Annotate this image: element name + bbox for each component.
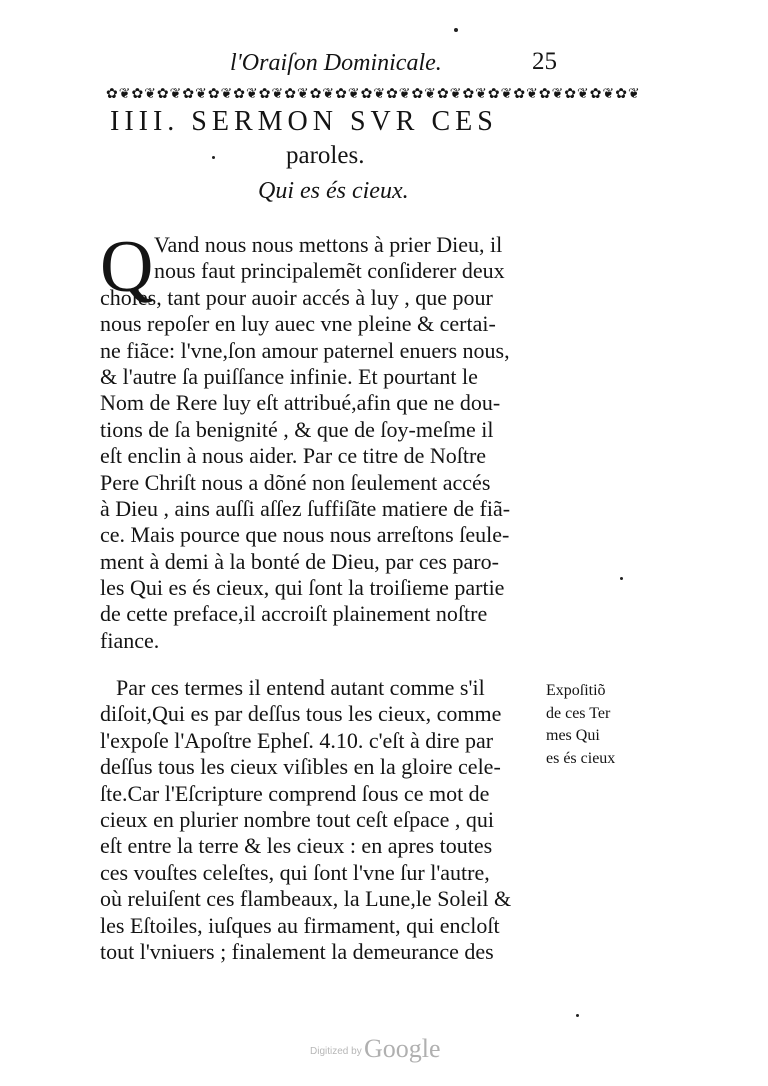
text-line: Pere Chriſt nous a dõné non ſeulement accés (100, 469, 491, 495)
sermon-heading-continuation: paroles. (286, 142, 365, 169)
text-line: eſt enclin à nous aider. Par ce titre de Noſtre (100, 443, 487, 469)
text-line: l'expoſe l'Apoſtre Epheſ. 4.10. c'eſt à dire par (100, 727, 494, 753)
marginal-note-line: Expoſitiõ (546, 682, 606, 699)
text-line: à Dieu , ains auſſi aſſez ſuffiſãte matiere de fiã- (100, 495, 511, 521)
page-number: 25 (532, 48, 557, 75)
text-line: tout l'vniuers ; finalement la demeurance des (100, 938, 494, 964)
text-line: ce. Mais pource que nous nous arreſtons ſeule- (100, 522, 510, 548)
text-line: choſes, tant pour auoir accés à luy , que pour (100, 284, 493, 310)
ink-speck (620, 577, 623, 580)
paragraph-2 (100, 675, 538, 965)
marginal-note-line: mes Qui (546, 727, 600, 744)
text-line: & l'autre ſa puiſſance infinie. Et pourtant le (100, 363, 478, 389)
text-line: nous faut principalemẽt conſiderer deux (154, 258, 505, 284)
digitized-by-label: Digitized by (310, 1046, 362, 1057)
text-line: ne fiãce: l'vne,ſon amour paternel enuers nous, (100, 337, 510, 363)
text-line: eſt entre la terre & les cieux : en apres toutes (100, 833, 493, 859)
text-line: tions de ſa benignité , & que de ſoy-meſme il (100, 416, 494, 442)
ink-speck (576, 1014, 579, 1017)
ornamental-rule: ✿❦✿❦✿❦✿❦✿❦✿❦✿❦✿❦✿❦✿❦✿❦✿❦✿❦✿❦✿❦✿❦✿❦✿❦✿❦✿❦✿❦ (106, 87, 641, 102)
sermon-heading: IIII. SERMON SVR CES (110, 106, 498, 137)
text-line: nous repoſer en luy auec vne pleine & certai- (100, 311, 496, 337)
ink-speck (454, 28, 458, 32)
paragraph-1 (100, 226, 538, 654)
text-line: où reluiſent ces flambeaux, la Lune,le Soleil & (100, 886, 512, 912)
text-line: cieux en plurier nombre tout ceſt eſpace , qui (100, 806, 495, 832)
running-title: l'Oraiſon Dominicale. (230, 50, 442, 76)
marginal-note (546, 680, 658, 770)
drop-cap: Q (100, 226, 154, 308)
text-line: deſſus tous les cieux viſibles en la gloire cele- (100, 754, 501, 780)
text-line: ment à demi à la bonté de Dieu, par ces paro- (100, 548, 499, 574)
text-line: Par ces termes il entend autant comme s'il (116, 675, 485, 700)
text-line: Nom de Rere luy eſt attribué,afin que ne dou- (100, 390, 501, 416)
text-line: diſoit,Qui es par deſſus tous les cieux, comme (100, 701, 502, 727)
marginal-note-line: de ces Ter (546, 704, 611, 722)
ink-speck (212, 156, 215, 159)
marginal-note-line: es és cieux (546, 749, 616, 767)
text-line: les Eſtoiles, iuſques au firmament, qui encloſt (100, 912, 500, 938)
text-line: Vand nous nous mettons à prier Dieu, il (154, 232, 503, 257)
text-line: fiance. (100, 627, 160, 653)
text-line: ces vouſtes celeſtes, qui ſont l'vne ſur l'autre, (100, 859, 490, 885)
google-logo: Google (364, 1034, 441, 1063)
sermon-scripture-text: Qui es és cieux. (258, 178, 409, 204)
digitization-watermark (310, 1034, 470, 1064)
text-line: les Qui es és cieux, qui ſont la troiſieme partie (100, 575, 505, 601)
text-line: ſte.Car l'Eſcripture comprend ſous ce mot de (100, 780, 490, 806)
running-header (100, 46, 570, 82)
text-line: de cette preface,il accroiſt plainement noſtre (100, 601, 488, 627)
